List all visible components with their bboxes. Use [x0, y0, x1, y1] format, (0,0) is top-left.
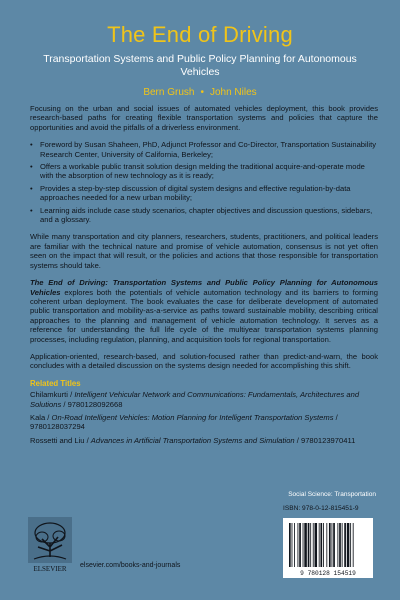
related-book-title: On-Road Intelligent Vehicles: Motion Planning for Intelligent Transportation Systems: [51, 412, 334, 422]
barcode-bar: [299, 523, 301, 567]
related-book-title: Intelligent Vehicular Network and Communications: Fundamentals, Architectures and Solutions: [30, 390, 360, 409]
barcode-bar: [353, 523, 354, 567]
subject-category: Social Science: Transportation: [288, 491, 376, 498]
barcode-bar: [315, 523, 318, 567]
barcode-bar: [319, 523, 320, 567]
barcode-bar: [323, 523, 324, 567]
related-title-item: [30, 436, 378, 445]
author-name: John Niles: [209, 87, 257, 98]
barcode-bar: [332, 523, 333, 567]
related-book-title: Advances in Artificial Transportation Systems and Simulation: [90, 435, 295, 445]
publisher-name: ELSEVIER: [33, 565, 67, 573]
feature-bullet: • Learning aids include case study scenarios, chapter objectives and discussion questions, sidebars, and a glossary.: [30, 206, 378, 225]
barcode-bar: [344, 523, 346, 567]
author-separator: •: [200, 87, 204, 98]
related-author: Rossetti and Liu /: [30, 435, 91, 445]
barcode-bar: [303, 523, 304, 567]
feature-bullet: • Provides a step-by-step discussion of digital system designs and effective regulation-by-data approaches needed for a new urban mobility;: [30, 184, 378, 203]
barcode-digits: 9 780128 154519: [300, 570, 356, 577]
description-text: explores both the potentials of vehicle automation technology and its barriers to forming coherent urban deployment. The book evaluates the case for deliberate development of automated public transportation and mobility-as-a-service as paths toward sustainable mobility, describing critical approaches to the planning and management of vehicle automation technology. It serves as a reference for understanding the full life cycle of the multiyear transportation systems planning processes, including regulation, planning, and acquisition tools for regional transportation.: [30, 287, 378, 344]
barcode-bar: [326, 523, 327, 567]
publisher-url[interactable]: elsevier.com/books-and-journals: [80, 562, 181, 569]
related-isbn: / 9780128092668: [61, 399, 123, 409]
barcode-bar: [339, 523, 341, 567]
back-cover-text: [30, 104, 378, 449]
intro-paragraph: Focusing on the urban and social issues of automated vehicles deployment, this book provides research-based paths for creating flexible transportation systems and policies that capture the opportunities and avoid the pitfalls of a driverless environment.: [30, 104, 378, 132]
book-title: The End of Driving: [107, 22, 293, 47]
barcode-bar: [289, 523, 291, 567]
authors: [0, 87, 400, 98]
tree-icon: [28, 517, 72, 573]
barcode-bar: [347, 523, 350, 567]
barcode-bar: [294, 523, 295, 567]
barcode-bar: [292, 523, 293, 567]
context-paragraph: While many transportation and city planners, researchers, students, practitioners, and political leaders are familiar with the technical nature and promise of vehicle automation, consensus is not yet often seen on the impact that will result, or the policies and actions that those responsible for transportation systems should take.: [30, 232, 378, 270]
related-author: Chilamkurti /: [30, 390, 75, 400]
barcode: [283, 518, 373, 578]
barcode-bar: [320, 523, 322, 567]
barcode-bar: [350, 523, 351, 567]
book-title-reference: The End of Driving: Transportation Systems and Public Policy Planning for Autonomous Vehicles: [30, 278, 378, 297]
feature-list: [30, 140, 378, 224]
related-title-item: [30, 413, 378, 432]
barcode-bar: [342, 523, 343, 567]
description-paragraph: [30, 278, 378, 344]
conclusion-paragraph: Application-oriented, research-based, and solution-focused rather than predict-and-warn, the book concludes with a detailed discussion on the systems design needed for accomplishing this shift.: [30, 351, 378, 371]
feature-bullet: • Foreword by Susan Shaheen, PhD, Adjunct Professor and Co-Director, Transportation Sustainability Research Center, University of California, Berkeley;: [30, 140, 378, 159]
author-name: Bern Grush: [143, 87, 195, 98]
isbn-number: ISBN: 978-0-12-815451-9: [283, 505, 359, 512]
barcode-bar: [308, 523, 310, 567]
barcode-bar: [337, 523, 338, 567]
book-subtitle: Transportation Systems and Public Policy Planning for Autonomous Vehicles: [43, 53, 357, 78]
barcode-bar: [329, 523, 331, 567]
elsevier-logo: [28, 517, 72, 573]
barcode-graphic: [283, 518, 373, 578]
barcode-bar: [304, 523, 307, 567]
barcode-bar: [310, 523, 311, 567]
barcode-bar: [298, 523, 299, 567]
related-isbn: / 9780123970411: [294, 435, 356, 445]
related-title-item: [30, 390, 378, 409]
related-author: Kala /: [30, 412, 52, 422]
feature-bullet: • Offers a workable public transit solution design melding the traditional acquire-and-operate mode with the absorption of new technology as it is ready;: [30, 162, 378, 181]
barcode-bar: [313, 523, 314, 567]
barcode-bar: [333, 523, 335, 567]
related-titles-heading: Related Titles: [30, 378, 81, 388]
related-isbn: / 9780128037294: [30, 412, 338, 432]
